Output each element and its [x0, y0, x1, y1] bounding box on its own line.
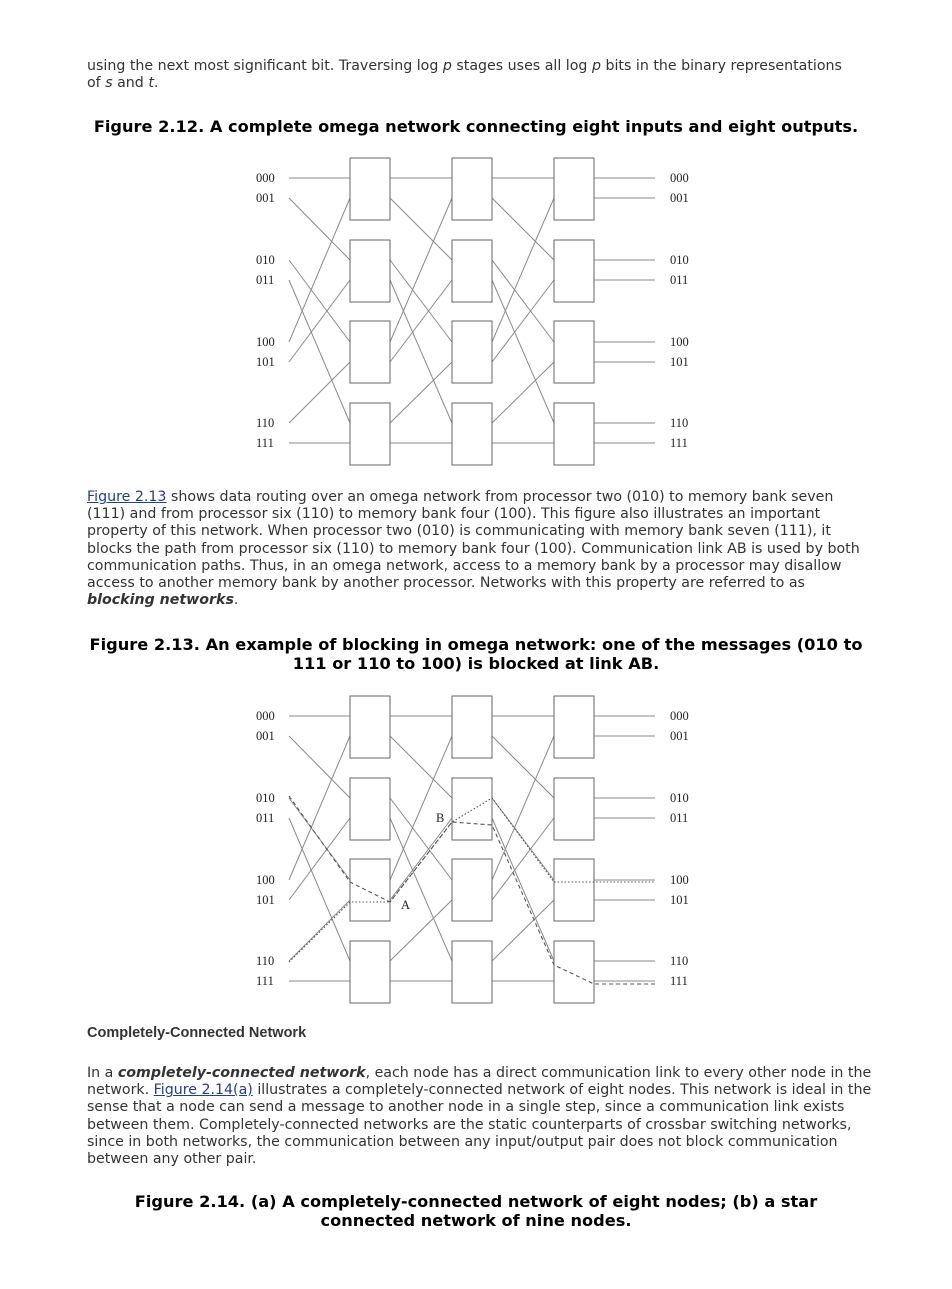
paragraph-text: , each node has a direct communication link to every other node in the network.: [87, 1065, 872, 1099]
completely-connected-paragraph: [87, 1065, 872, 1168]
switch-box: [350, 158, 390, 220]
intro-text: of: [87, 75, 106, 92]
shuffle-link: [289, 362, 350, 423]
switch-box: [452, 859, 492, 921]
switch-box: [350, 859, 390, 921]
switch-box: [350, 778, 390, 840]
var-s: s: [105, 75, 113, 92]
shuffle-link: [289, 900, 350, 961]
output-label: 001: [670, 191, 689, 205]
intro-text: .: [153, 75, 159, 92]
switch-box: [554, 158, 594, 220]
intro-text: stages uses all log: [451, 58, 592, 74]
output-label: 011: [670, 273, 689, 287]
input-label: 101: [256, 893, 275, 907]
var-t: t: [148, 75, 154, 92]
input-label: 001: [256, 191, 275, 205]
switch-box: [452, 696, 492, 758]
shuffle-link: [289, 198, 350, 260]
switch-box: [350, 941, 390, 1003]
var-p: p: [442, 58, 452, 74]
output-label: 010: [670, 253, 689, 267]
switch-box: [350, 696, 390, 758]
input-label: 100: [256, 873, 275, 887]
figure-2-14a-link[interactable]: Figure 2.14(a): [153, 1082, 253, 1099]
paragraph-text: illustrates a completely-connected network of eight nodes. This network is ideal in the sense that a node can send a message to another node in a single step, since a communication link exists between them. Completely-connected networks are the static counterparts of crossbar switching networks, since in both networks, the communication between any input/output pair does not block communication between any other pair.: [87, 1082, 872, 1168]
input-label: 110: [256, 954, 275, 968]
section-heading: Completely-Connected Network: [87, 1025, 307, 1041]
input-label: 110: [256, 416, 275, 430]
var-p: p: [591, 58, 601, 74]
output-label: 100: [670, 873, 689, 887]
input-label: 010: [256, 253, 275, 267]
figure-2-13-link[interactable]: Figure 2.13: [87, 489, 167, 505]
switch-box: [452, 240, 492, 302]
output-label: 100: [670, 335, 689, 349]
link-label-b: B: [436, 811, 445, 825]
figure-2-14-caption: Figure 2.14. (a) A completely-connected network of eight nodes; (b) a star connected network of nine nodes.: [134, 1192, 818, 1230]
figure-2-12-caption: Figure 2.12. A complete omega network connecting eight inputs and eight outputs.: [93, 117, 859, 136]
switch-box: [554, 403, 594, 465]
paragraph-text: .: [233, 592, 239, 609]
output-label: 000: [670, 171, 689, 185]
switch-box: [452, 778, 492, 840]
paragraph-text: In a: [87, 1065, 118, 1081]
shuffle-link: [492, 736, 554, 798]
paragraph-text: shows data routing over an omega network from processor two (010) to memory bank seven (111) and from processor six (110) to memory bank four (100). This figure also illustrates an important property of this network. When processor two (010) is communicating with memory bank seven (111), it blocks the path from processor six (110) to memory bank four (100). Communication link AB is used by both communication paths. Thus, in an omega network, access to a memory bank by a processor may disallow access to another memory bank by another processor. Networks with this property are referred to as: [87, 489, 860, 592]
input-label: 000: [256, 171, 275, 185]
link-label-a: A: [401, 898, 411, 912]
output-label: 111: [670, 974, 688, 988]
omega-blocking-diagram: [0, 688, 952, 1008]
intro-text: bits in the binary representations: [600, 58, 842, 74]
switch-box: [554, 240, 594, 302]
output-label: 111: [670, 436, 688, 450]
input-label: 101: [256, 355, 275, 369]
input-label: 001: [256, 729, 275, 743]
switch-box: [554, 941, 594, 1003]
omega-network-diagram: [0, 150, 952, 470]
switch-box: [350, 240, 390, 302]
term-blocking-networks: blocking networks: [87, 592, 234, 609]
shuffle-link: [492, 198, 554, 260]
shuffle-link: [492, 900, 554, 961]
output-label: 101: [670, 893, 689, 907]
input-label: 100: [256, 335, 275, 349]
switch-box: [452, 941, 492, 1003]
output-label: 011: [670, 811, 689, 825]
output-label: 010: [670, 791, 689, 805]
switch-box: [452, 158, 492, 220]
output-label: 000: [670, 709, 689, 723]
shuffle-link: [390, 198, 452, 260]
figure-2-13-caption: Figure 2.13. An example of blocking in omega network: one of the messages (010 to 111 or 110 to 100) is blocked at link AB.: [89, 635, 863, 673]
shuffle-link: [390, 900, 452, 961]
switch-box: [452, 321, 492, 383]
switch-box: [554, 321, 594, 383]
input-label: 011: [256, 811, 275, 825]
term-completely-connected: completely-connected network: [117, 1065, 366, 1081]
shuffle-link: [492, 362, 554, 423]
output-label: 110: [670, 416, 689, 430]
switch-box: [350, 403, 390, 465]
input-label: 111: [256, 436, 274, 450]
switch-box: [350, 321, 390, 383]
switch-box: [452, 403, 492, 465]
shuffle-link: [390, 736, 452, 798]
intro-text: and: [112, 75, 149, 92]
shuffle-link: [390, 362, 452, 423]
switch-box: [554, 859, 594, 921]
output-label: 101: [670, 355, 689, 369]
input-label: 011: [256, 273, 275, 287]
switch-box: [554, 778, 594, 840]
input-label: 111: [256, 974, 274, 988]
intro-text: using the next most significant bit. Traversing log: [87, 58, 443, 74]
input-label: 010: [256, 791, 275, 805]
output-label: 110: [670, 954, 689, 968]
output-label: 001: [670, 729, 689, 743]
fig-2-13-paragraph: [87, 489, 872, 609]
input-label: 000: [256, 709, 275, 723]
intro-paragraph: [87, 58, 872, 92]
shuffle-link: [289, 736, 350, 798]
switch-box: [554, 696, 594, 758]
